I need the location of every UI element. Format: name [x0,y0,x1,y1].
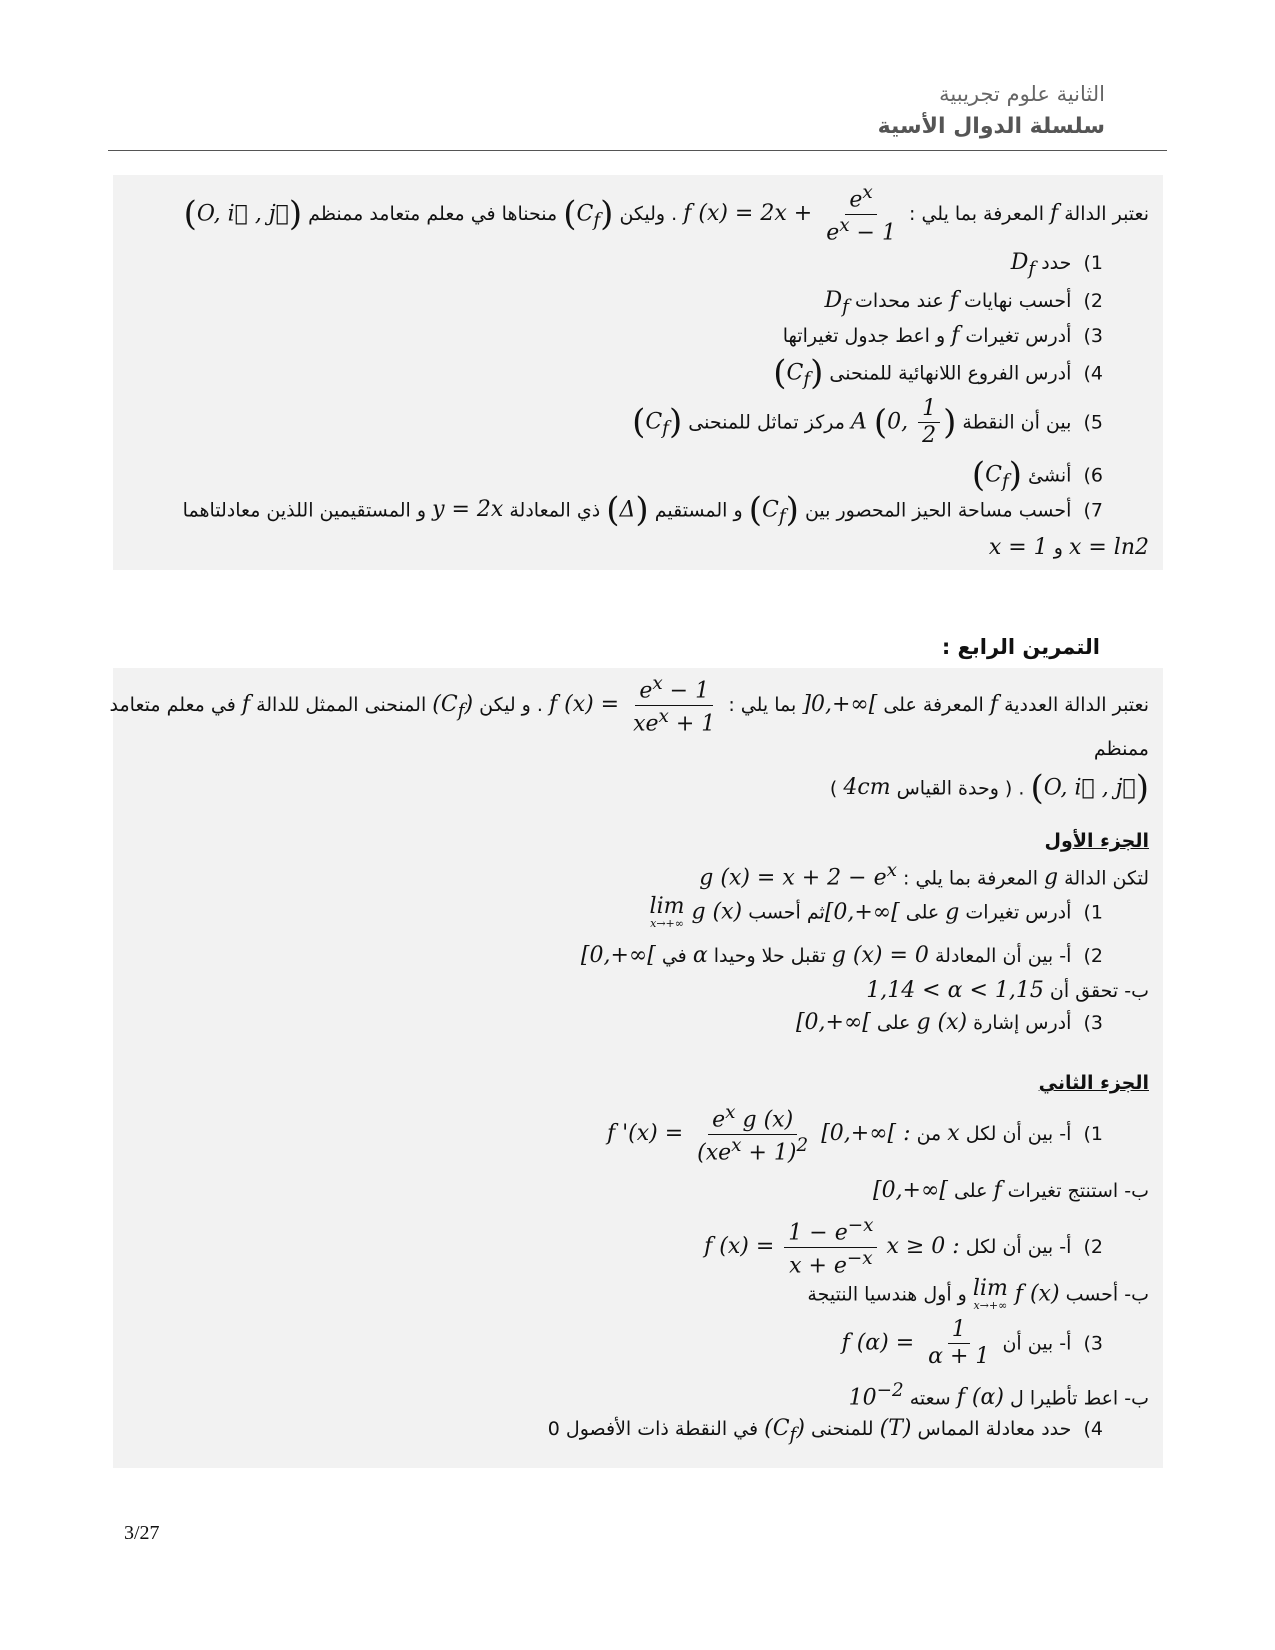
part2-title: الجزء الثاني [1038,1072,1149,1094]
exercise4-panel [109,668,1163,1468]
header-rule [108,150,1167,151]
part1-q1: 1) أدرس تغيرات g على [0,+∞[ثم أحسب lim x→+∞ g (x) [649,894,1103,930]
header-title: سلسلة الدوال الأسية [877,114,1105,139]
ex4-intro-line2: ممنظم [1093,738,1149,760]
part2-q2b: ب- أحسب lim x→+∞ f (x) و أول هندسيا النتيجة [807,1276,1149,1312]
ex3-q1: 1) حدد $D_f$ [1010,250,1103,280]
exercise3-panel [113,175,1163,570]
part1-title: الجزء الأول [1044,830,1149,852]
ex3-q4: 4) أدرس الفروع اللانهائية للمنحنى $(C_f)$ [773,353,1103,393]
ex3-q2: 2) أحسب نهايات f عند محدات $D_f$ [824,288,1103,318]
part2-q1b: ب- استنتج تغيرات f على [0,+∞[ [872,1178,1149,1203]
part1-q2a: 2) أ- بين أن المعادلة g (x) = 0 تقبل حلا وحيدا α في [0,+∞[ [580,943,1103,968]
ex3-q7-cont: x = ln2 و x = 1 [988,535,1149,560]
part2-q3b: ب- اعط تأطيرا ل f (α) سعته $10^{-2}$ [848,1380,1149,1411]
ex3-intro: نعتبر الدالة f المعرفة بما يلي : f (x) = 2x + $\frac{e^x}{e^x - 1}$ . وليكن $(C_f)$ منحناها في معلم متعامد ممنظم (O, i⃗ , j⃗) [183,182,1149,245]
ex3-q3: 3) أدرس تغيرات f و اعط جدول تغيراتها [782,323,1103,348]
ex3-q5: 5) بين أن النقطة A (0, $\frac{1}{2}$ ) مركز تماثل للمنحنى $(C_f)$ [632,396,1103,449]
ex4-intro: نعتبر الدالة العددية f المعرفة على ]0,+∞[ بما يلي : f (x) = $\frac{e^x - 1}{xe^x + 1}$ . و ليكن $(C_f)$ المنحنى الممثل للدالة f في معلم متعامد [109,673,1149,736]
part1-intro: لتكن الدالة g المعرفة بما يلي : g $(x) = x + 2 - e^x$ [699,860,1149,891]
part1-q2b: ب- تحقق أن 1,14 < α < 1,15 [866,978,1149,1003]
ex3-q7: 7) أحسب مساحة الحيز المحصور بين $(C_f)$ و المستقيم (Δ) ذي المعادلة y = 2x و المستقيمين اللذين معادلتاهما [182,490,1103,530]
part2-q4: 4) حدد معادلة المماس (T) للمنحنى $(C_f)$ في النقطة ذات الأفصول 0 [547,1416,1103,1446]
page-number: 3/27 [124,1522,160,1544]
ex4-intro-line3: (O, i⃗ , j⃗) . ( وحدة القياس 4cm ) [829,768,1149,808]
exercise4-title: التمرين الرابع : [941,635,1100,659]
part2-q2a: 2) أ- بين أن لكل x ≥ 0 : f (x) = $\frac{1 - e^{-x}}{x + e^{-x}}$ [704,1215,1103,1278]
part2-q3a: 3) أ- بين أن f (α) = $\frac{1}{\alpha + 1}$ [841,1317,1103,1370]
part2-q1a: 1) أ- بين أن لكل x من [0,+∞[ : f '(x) = $\frac{e^x g (x)}{(xe^x + 1)^2}$ [606,1102,1103,1165]
ex3-q6: 6) أنشئ $(C_f)$ [971,455,1103,495]
part1-q3: 3) أدرس إشارة g (x) على [0,+∞[ [795,1010,1103,1035]
header-subtitle: الثانية علوم تجريبية [939,82,1105,106]
